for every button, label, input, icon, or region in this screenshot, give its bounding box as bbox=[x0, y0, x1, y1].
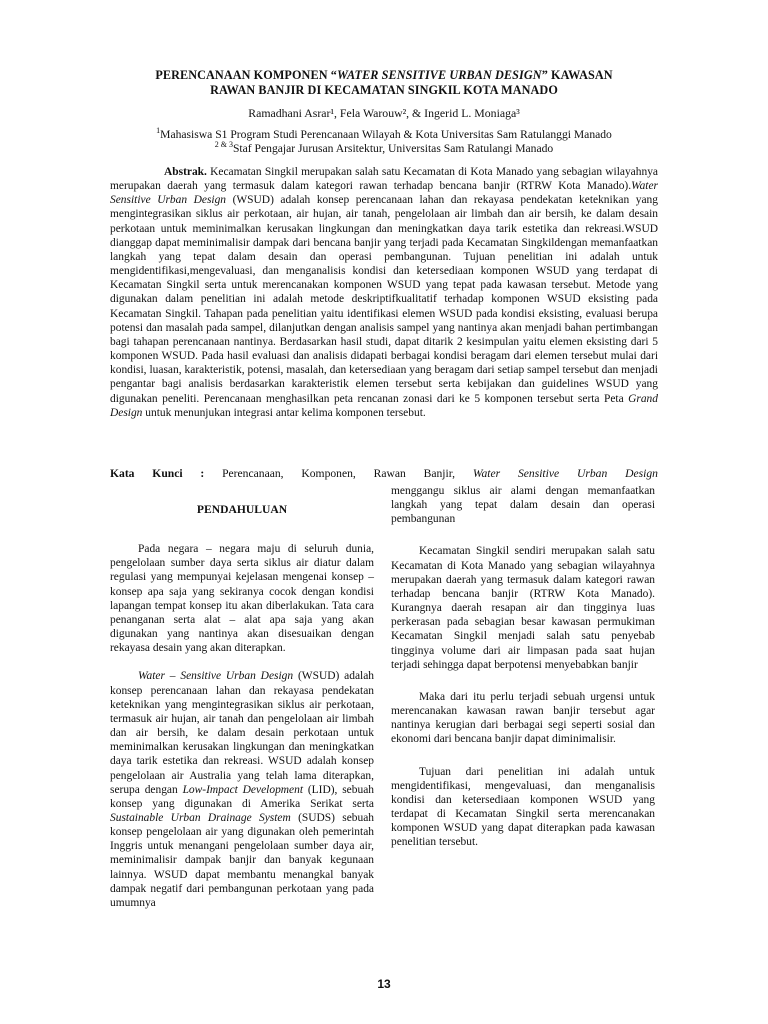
body-text: (WSUD) adalah konsep perencanaan lahan dan rekayasa pendekatan keteknikan yang mengintegrasikan siklus air perkotaan, termasuk air hujan, air tanah dan pengelolaan air limbah dan air bersih, ke dalam desain perkotaan untuk meminimalkan kerusakan lingkungan dan meningkatkan daya tarik estetika dan rekreasi. WSUD adalah konsep pengelolaan air Australia yang telah lama diterapkan, serupa dengan bbox=[110, 670, 375, 796]
right-column bbox=[391, 484, 655, 863]
keyword: Banjir, bbox=[423, 467, 456, 480]
affiliation-1 bbox=[110, 128, 658, 142]
title-italic-text: WATER SENSITIVE URBAN DESIGN bbox=[336, 68, 542, 82]
body-paragraph: menggangu siklus air alami dengan memanfaatkan langkah yang tepat dalam desain dan operasi pembangunan bbox=[391, 485, 655, 526]
affiliation-2 bbox=[110, 142, 658, 156]
abstract-text: Kecamatan Singkil merupakan salah satu Kecamatan di Kota Manado yang sebagian wilayahnya merupakan daerah yang termasuk dalam kategori rawan terhadap bencana banjir (RTRW Kota Manado). bbox=[110, 166, 658, 193]
body-text: (LID), sebuah konsep yang digunakan di Amerika Serikat serta bbox=[110, 783, 374, 810]
abstract-italic: Water Sensitive Urban Design bbox=[110, 180, 658, 207]
body-italic: Sustainable Urban Drainage System bbox=[110, 811, 291, 824]
keyword: Perencanaan, bbox=[222, 467, 284, 480]
abstract-text: untuk menunjukan integrasi antar kelima komponen tersebut. bbox=[142, 406, 426, 419]
body-paragraph: Tujuan dari penelitian ini adalah untuk mengidentifikasi, mengevaluasi, dan menganalisis kondisi dan ketersediaan komponen WSUD yang terdapat di Kecamatan Singkil serta merencanakan komponen WSUD yang dapat diterapkan pada kawasan penelitian tersebut. bbox=[391, 765, 655, 849]
keyword: Water bbox=[472, 467, 501, 480]
keywords-label: Kata bbox=[110, 467, 135, 480]
affiliation-text: Staf Pengajar Jurusan Arsitektur, Universitas Sam Ratulangi Manado bbox=[232, 142, 554, 155]
title-line-1 bbox=[110, 68, 658, 83]
section-heading: PENDAHULUAN bbox=[196, 503, 288, 516]
keywords-label: Kunci bbox=[152, 467, 183, 480]
abstract-paragraph bbox=[110, 165, 658, 420]
affiliation-marker: 2 & 3 bbox=[214, 140, 233, 150]
keyword: Sensitive bbox=[517, 467, 560, 480]
affiliation-marker: 1 bbox=[156, 126, 161, 136]
left-column bbox=[110, 490, 374, 924]
keywords-line bbox=[110, 467, 658, 481]
paper-title bbox=[110, 68, 658, 98]
title-line-2: RAWAN BANJIR DI KECAMATAN SINGKIL KOTA MANADO bbox=[210, 83, 558, 97]
body-paragraph: Pada negara – negara maju di seluruh dunia, pengelolaan sumber daya serta siklus air diatur dalam regulasi yang mempunyai kejelasan mengenai konsep – konsep apa saja yang sekiranya cocok dengan kondisi lapangan tempat konsep itu akan diberlakukan. Tata cara penanganan serta alat – alat apa saja yang akan digunakan yang nantinya akan disesuaikan dengan rekayasa desain yang akan diterapkan. bbox=[110, 543, 374, 655]
page-number: 13 bbox=[377, 977, 391, 991]
title-text: PERENCANAAN KOMPONEN “ bbox=[155, 68, 337, 82]
affiliations bbox=[110, 128, 658, 156]
body-paragraph: Maka dari itu perlu terjadi sebuah urgensi untuk merencanakan kawasan rawan banjir tersebut agar nantinya kerugian dari berbagai segi seperti sosial dan ekonomi dari bencana banjir dapat diminimalisir. bbox=[391, 690, 655, 746]
body-italic: Water – Sensitive Urban Design bbox=[138, 670, 294, 683]
keyword: Design bbox=[625, 467, 658, 480]
abstract-italic: Grand Design bbox=[110, 392, 658, 419]
body-italic: Low-Impact Development bbox=[182, 783, 304, 796]
body-paragraph: Kecamatan Singkil sendiri merupakan salah satu Kecamatan di Kota Manado yang sebagian wilayahnya merupakan daerah yang termasuk dalam kategori rawan terhadap bencana banjir (RTRW Kota Manado). Kurangnya daerah resapan air dan tingginya luas perkerasan pada sebagian besar kawasan permukiman Kecamatan Singkil menjadi salah satu penyebab tingginya volume dari air limpasan pada saat hujan terjadi sehingga dapat berpotensi menyebabkan banjir bbox=[391, 545, 655, 671]
abstract bbox=[110, 165, 658, 420]
abstract-label: Abstrak. bbox=[164, 166, 207, 178]
keyword: Rawan bbox=[373, 467, 406, 480]
author-list: Ramadhani Asrar¹, Fela Warouw², & Ingerid L. Moniaga³ bbox=[248, 106, 520, 120]
keywords-colon: : bbox=[200, 467, 205, 480]
abstract-text: (WSUD) adalah konsep perencanaan lahan dan rekayasa pendekatan keteknikan yang mengintegrasikan siklus air perkotaan, air hujan, air tanah, pengelolaan air limbah dan air bersih, ke dalam desain perkotaan untuk meminimalkan kerusakan lingkungan dan meningkatkan daya tarik estetika dan rekreasi.WSUD dianggap dapat meminimalisir dampak dari bencana banjir yang terjadi pada Kecamatan Singkildengan memanfaatkan langkah yang tepat dalam desain dan operasi pembangunan. Tujuan penelitian ini adalah untuk mengidentifikasi,mengevaluasi, dan menganalisis kondisi dan ketersediaan komponen WSUD yang terdapat di Kecamatan Singkil serta untuk merencanakan komponen WSUD yang tepat pada kawasan tersebut. Metode yang digunakan dalam penelitian ini adalah metode deskriptifkualitatif terhadap komponen WSUD eksisting pada Kecamatan Singkil. Tahapan pada penelitian yaitu identifikasi elemen WSUD pada kondisi eksisting, evaluasi berupa potensi dan masalah pada sampel, dilanjutkan dengan analisis sampel yang nantinya akan menjadi bahan pertimbangan bagi tahapan perencanaan nantinya. Berdasarkan hasil studi, dapat ditarik 2 kesimpulan yaitu elemen eksisting dari 5 komponen WSUD. Pada hasil evaluasi dan analisis didapati berbagai kondisi beragam dari elemen tersebut mulai dari kondisi, luasan, karakteristik, potensi, masalah, dan ketersediaan yang beragam dari setiap sampel tersebut dan menjadi pengantar bagi analisis berdasarkan karakteristik elemen tersebut serta kebijakan dan guidelines WSUD yang digunakan peneliti. Perencanaan menghasilkan peta rencanan zonasi dari ke 5 komponen tersebut serta Peta bbox=[110, 194, 658, 405]
title-text: ” KAWASAN bbox=[541, 68, 613, 82]
body-paragraph bbox=[110, 669, 374, 910]
body-text: (SUDS) sebuah konsep pengelolaan air yang digunakan oleh pemerintah Inggris untuk menangani pengelolaan sumber daya air, meminimalisir dampak banjir dan banyak kegunaan lainnya. WSUD dapat membantu menangkal banyak dampak negatif dari pembangunan perkotaan yang pada umumnya bbox=[110, 811, 374, 909]
affiliation-text: Mahasiswa S1 Program Studi Perencanaan Wilayah & Kota Universitas Sam Ratulanggi Manado bbox=[160, 128, 612, 141]
keyword: Komponen, bbox=[301, 467, 356, 480]
keyword: Urban bbox=[576, 467, 608, 480]
